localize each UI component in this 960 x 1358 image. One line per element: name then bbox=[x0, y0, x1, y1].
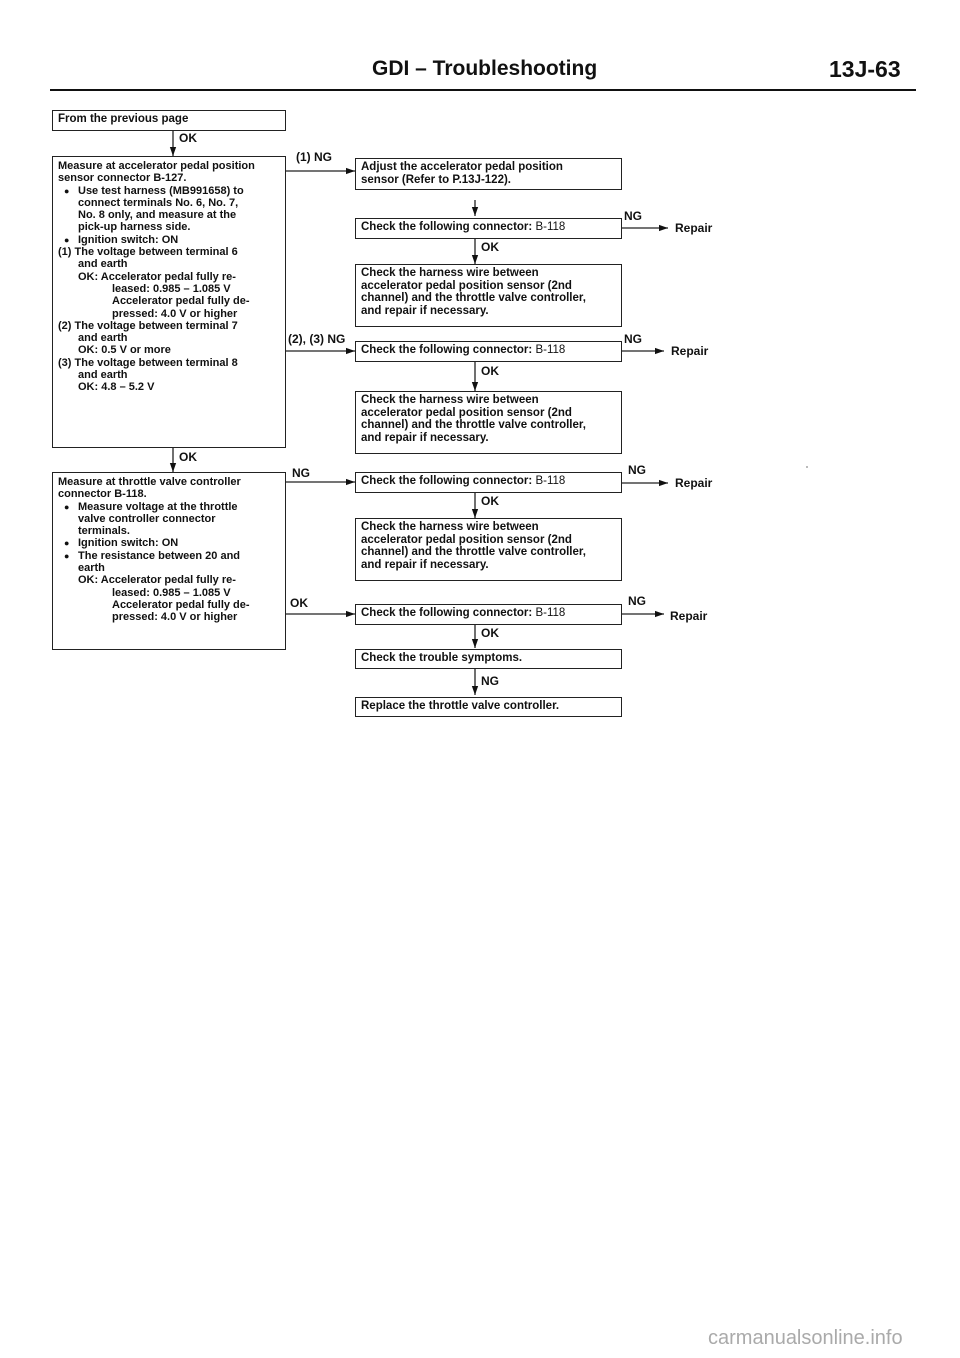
bullet-icon: ● bbox=[64, 550, 70, 561]
harness-line: Check the harness wire between bbox=[361, 394, 539, 406]
label-ng-c1: NG bbox=[624, 209, 642, 223]
measure1-line: Measure at accelerator pedal position bbox=[58, 160, 255, 172]
from-previous-text: From the previous page bbox=[58, 113, 189, 125]
check-connector-text: Check the following connector: bbox=[361, 344, 533, 356]
measure1-line: (3) The voltage between terminal 8 bbox=[58, 356, 238, 369]
box-replace-throttle-controller bbox=[355, 697, 622, 717]
label-ng-measure2: NG bbox=[292, 466, 310, 480]
page-number: 13J-63 bbox=[829, 56, 901, 82]
bullet-icon: ● bbox=[64, 234, 70, 245]
measure1-line: No. 8 only, and measure at the bbox=[78, 209, 237, 222]
measure1-line: and earth bbox=[78, 258, 128, 271]
box-check-connector-3 bbox=[355, 472, 622, 493]
measure1-line: and earth bbox=[78, 332, 128, 345]
label-ng-1: (1) NG bbox=[296, 150, 332, 164]
measure1-line: and earth bbox=[78, 369, 128, 382]
measure2-line: Measure at throttle valve controller bbox=[58, 476, 241, 488]
measure2-line: OK: Accelerator pedal fully re- bbox=[78, 574, 236, 587]
box-check-connector-4 bbox=[355, 604, 622, 625]
measure2-line: valve controller connector bbox=[78, 512, 216, 525]
label-ng-symptoms: NG bbox=[481, 674, 499, 688]
repair-2: Repair bbox=[671, 344, 709, 358]
measure1-line: OK: 4.8 – 5.2 V bbox=[78, 381, 155, 394]
measure1-line: leased: 0.985 – 1.085 V bbox=[112, 282, 231, 295]
label-ng-2-3: (2), (3) NG bbox=[288, 332, 346, 346]
label-ng-c4: NG bbox=[628, 594, 646, 608]
page-title: GDI – Troubleshooting bbox=[372, 57, 598, 80]
check-connector-text: Check the following connector: bbox=[361, 475, 533, 487]
label-ng-c2: NG bbox=[624, 332, 642, 346]
label-ok-c2: OK bbox=[481, 364, 499, 378]
connector-id: B-118 bbox=[535, 607, 566, 619]
label-ok-1: OK bbox=[179, 131, 197, 145]
measure1-line: sensor connector B-127. bbox=[58, 172, 187, 185]
repair-3: Repair bbox=[675, 476, 713, 490]
label-ok-c3: OK bbox=[481, 494, 499, 508]
connector-id: B-118 bbox=[535, 344, 566, 356]
measure2-line: earth bbox=[78, 562, 105, 575]
bullet-icon: ● bbox=[64, 538, 70, 549]
symptoms-text: Check the trouble symptoms. bbox=[361, 652, 523, 664]
box-check-connector-2 bbox=[355, 341, 622, 362]
measure1-line: connect terminals No. 6, No. 7, bbox=[78, 196, 239, 209]
connector-id: B-118 bbox=[535, 475, 566, 487]
measure1-line: Ignition switch: ON bbox=[78, 233, 179, 246]
harness-line: channel) and the throttle valve controller, bbox=[361, 419, 586, 431]
box-measure-accelerator-sensor bbox=[52, 156, 286, 448]
label-ok-2: OK bbox=[179, 450, 197, 464]
measure2-line: leased: 0.985 – 1.085 V bbox=[112, 586, 231, 599]
replace-text: Replace the throttle valve controller. bbox=[361, 700, 560, 712]
connector-id: B-118 bbox=[535, 221, 566, 233]
harness-line: Check the harness wire between bbox=[361, 267, 539, 279]
harness-line: channel) and the throttle valve controller, bbox=[361, 292, 586, 304]
box-measure-throttle-controller bbox=[52, 472, 286, 650]
measure1-line: (1) The voltage between terminal 6 bbox=[58, 246, 238, 259]
harness-line: channel) and the throttle valve controller, bbox=[361, 546, 586, 558]
check-connector-text: Check the following connector: bbox=[361, 221, 533, 233]
harness-line: accelerator pedal position sensor (2nd bbox=[361, 533, 572, 546]
footer-watermark: carmanualsonline.info bbox=[708, 1327, 903, 1349]
measure2-line: terminals. bbox=[78, 525, 130, 538]
bullet-icon: ● bbox=[64, 185, 70, 196]
box-from-previous-page bbox=[52, 110, 286, 131]
measure1-line: pressed: 4.0 V or higher bbox=[112, 307, 238, 320]
repair-1: Repair bbox=[675, 221, 713, 235]
box-check-harness-1 bbox=[355, 264, 622, 327]
harness-line: accelerator pedal position sensor (2nd bbox=[361, 279, 572, 292]
label-ng-c3: NG bbox=[628, 463, 646, 477]
adjust-line: sensor (Refer to P.13J-122). bbox=[361, 173, 511, 186]
label-ok-measure2: OK bbox=[290, 596, 308, 610]
measure2-line: Ignition switch: ON bbox=[78, 537, 179, 550]
box-check-harness-2 bbox=[355, 391, 622, 454]
measure1-line: (2) The voltage between terminal 7 bbox=[58, 319, 238, 332]
harness-line: and repair if necessary. bbox=[361, 431, 489, 444]
label-ok-c4: OK bbox=[481, 626, 499, 640]
harness-line: Check the harness wire between bbox=[361, 521, 539, 533]
measure2-line: pressed: 4.0 V or higher bbox=[112, 611, 238, 624]
box-check-trouble-symptoms bbox=[355, 649, 622, 669]
bullet-icon: ● bbox=[64, 501, 70, 512]
measure1-line: OK: 0.5 V or more bbox=[78, 344, 171, 357]
box-check-connector-1 bbox=[355, 218, 622, 239]
box-adjust-sensor bbox=[355, 158, 622, 190]
harness-line: accelerator pedal position sensor (2nd bbox=[361, 406, 572, 419]
check-connector-text: Check the following connector: bbox=[361, 607, 533, 619]
label-ok-c1: OK bbox=[481, 240, 499, 254]
harness-line: and repair if necessary. bbox=[361, 304, 489, 317]
measure2-line: Measure voltage at the throttle bbox=[78, 500, 238, 513]
harness-line: and repair if necessary. bbox=[361, 558, 489, 571]
measure1-line: Use test harness (MB991658) to bbox=[78, 184, 244, 197]
measure1-line: Accelerator pedal fully de- bbox=[112, 295, 250, 308]
measure2-line: Accelerator pedal fully de- bbox=[112, 598, 250, 611]
measure1-line: OK: Accelerator pedal fully re- bbox=[78, 270, 236, 283]
measure1-line: pick-up harness side. bbox=[78, 221, 191, 234]
box-check-harness-3 bbox=[355, 518, 622, 581]
measure2-line: connector B-118. bbox=[58, 488, 147, 501]
measure2-line: The resistance between 20 and bbox=[78, 549, 241, 562]
repair-4: Repair bbox=[670, 609, 708, 623]
adjust-line: Adjust the accelerator pedal position bbox=[361, 161, 563, 173]
